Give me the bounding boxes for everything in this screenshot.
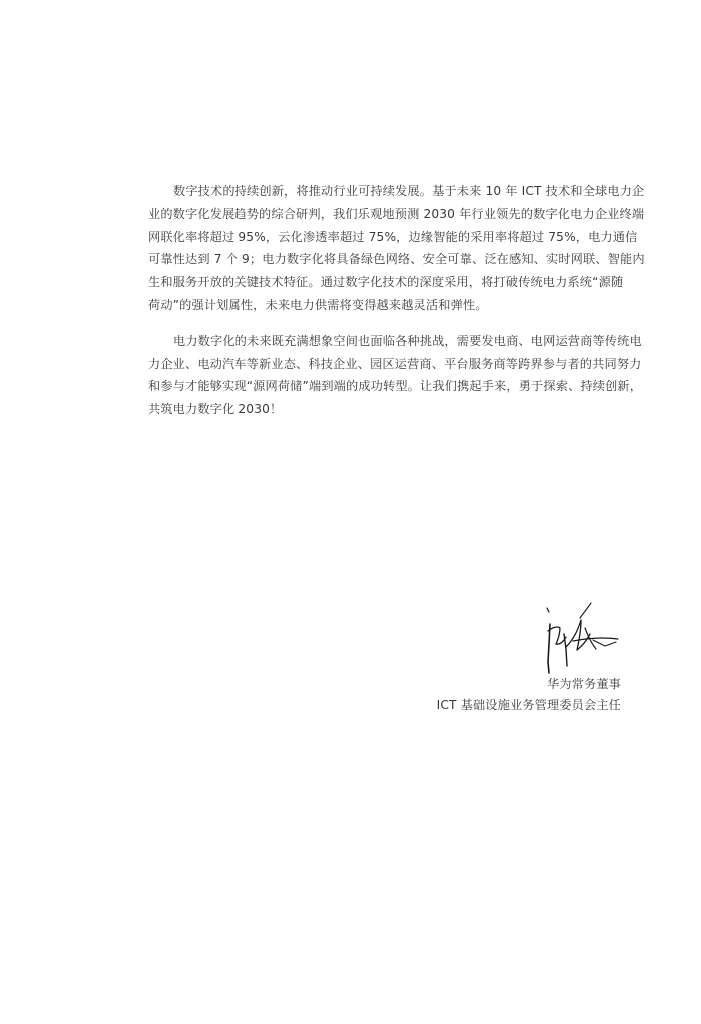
paragraph-line: 可靠性达到 7 个 9；电力数字化将具备绿色网络、安全可靠、泛在感知、实时网联、智能内	[148, 252, 645, 267]
paragraph-line: 和参与才能够实现“源网荷储”端到端的成功转型。让我们携起手来，勇于探索、持续创新，	[148, 379, 643, 394]
signer-title-line-2: ICT 基础设施业务管理委员会主任	[436, 698, 621, 712]
paragraph-line: 荷动”的强计划属性，未来电力供需将变得越来越灵活和弹性。	[148, 297, 488, 312]
paragraph-line: 电力数字化的未来既充满想象空间也面临各种挑战，需要发电商、电网运营商等传统电	[173, 333, 642, 348]
paragraph-2	[148, 330, 643, 421]
paragraph-line: 网联化率将超过 95%，云化渗透率超过 75%，边缘智能的采用率将超过 75%，电力通信	[148, 229, 638, 244]
body-text	[148, 180, 645, 421]
paragraph-line: 力企业、电动汽车等新业态、科技企业、园区运营商、平台服务商等跨界参与者的共同努力	[148, 356, 642, 371]
paragraph-line: 共筑电力数字化 2030！	[148, 402, 283, 417]
handwritten-signature	[530, 600, 630, 680]
paragraph-line: 数字技术的持续创新，将推动行业可持续发展。基于未来 10 年 ICT 技术和全球电力企	[173, 184, 645, 198]
paragraph-line: 业的数字化发展趋势的综合研判，我们乐观地预测 2030 年行业领先的数字化电力企业终端	[148, 206, 645, 221]
paragraph-line: 生和服务开放的关键技术特征。通过数字化技术的深度采用，将打破传统电力系统“源随	[148, 275, 624, 290]
paragraph-1	[148, 180, 645, 317]
signer-title-line-1: 华为常务董事	[546, 677, 621, 691]
signature-block	[437, 674, 621, 716]
